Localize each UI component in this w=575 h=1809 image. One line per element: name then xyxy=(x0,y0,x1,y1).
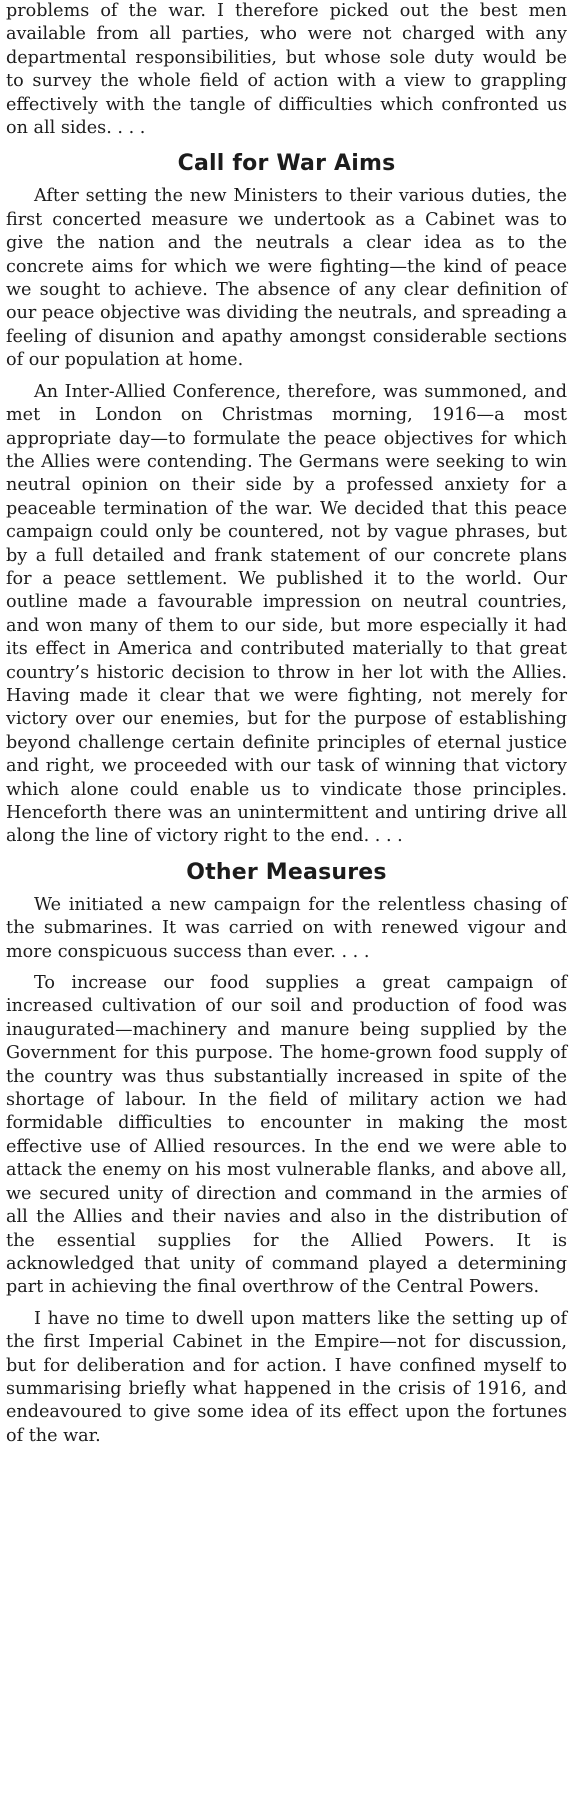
section-heading-other-measures: Other Measures xyxy=(186,859,387,885)
body-paragraph: I have no time to dwell upon matters like the setting up of the first Imperial Cabinet in the Empire—not for discussion, but for deliberation and for action. I have confined myself to summarising briefly what happened in the crisis of 1916, and endeavoured to give some idea of its effect upon the fortunes of the war. xyxy=(6,1308,567,1446)
body-paragraph: An Inter-Allied Conference, therefore, was summoned, and met in London on Christmas morning, 1916—a most appropriate day—to formulate the peace objectives for which the Allies were contending. The Germans were seeking to win neutral opinion on their side by a professed anxiety for a peaceable termination of the war. We decided that this peace campaign could only be countered, not by vague phrases, but by a full detailed and frank statement of our concrete plans for a peace settlement. We published it to the world. Our outline made a favourable impression on neutral countries, and won many of them to our side, but more especially it had its effect in America and contributed materially to that great country’s historic decision to throw in her lot with the Allies. Having made it clear that we were fighting, not merely for victory over our enemies, but for the purpose of establishing beyond challenge certain definite principles of eternal justice and right, we proceeded with our task of winning that victory which alone could enable us to vindicate those principles. Henceforth there was an unintermittent and untiring drive all along the line of victory right to the end. . . . xyxy=(6,381,567,847)
body-paragraph: After setting the new Ministers to their various duties, the first concerted measure we undertook as a Cabinet was to give the nation and the neutrals a clear idea as to the concrete aims for which we were fighting—the kind of peace we sought to achieve. The absence of any clear definition of our peace objective was dividing the neutrals, and spreading a feeling of disunion and apathy amongst considerable sections of our population at home. xyxy=(6,186,567,371)
body-paragraph: To increase our food supplies a great campaign of increased cultivation of our soil and production of food was inaugurated—machinery and manure being supplied by the Government for this purpose. The home-grown food supply of the country was thus substantially increased in spite of the shortage of labour. In the field of military action we had formidable difficulties to encounter in making the most effective use of Allied resources. In the end we were able to attack the enemy on his most vulnerable flanks, and above all, we secured unity of direction and command in the armies of all the Allies and their navies and also in the distribution of the essential supplies for the Allied Powers. It is acknowledged that unity of command played a determining part in achieving the final overthrow of the Central Powers. xyxy=(6,973,567,1298)
body-paragraph: problems of the war. I therefore picked out the best men available from all parties, who were not charged with any departmental responsibilities, but whose sole duty would be to survey the whole field of action with a view to grappling effectively with the tangle of difficulties which confronted us on all sides. . . . xyxy=(6,1,567,139)
body-paragraph: We initiated a new campaign for the relentless chasing of the submarines. It was carried on with renewed vigour and more conspicuous success than ever. . . . xyxy=(6,894,567,962)
section-heading-war-aims: Call for War Aims xyxy=(177,151,396,177)
